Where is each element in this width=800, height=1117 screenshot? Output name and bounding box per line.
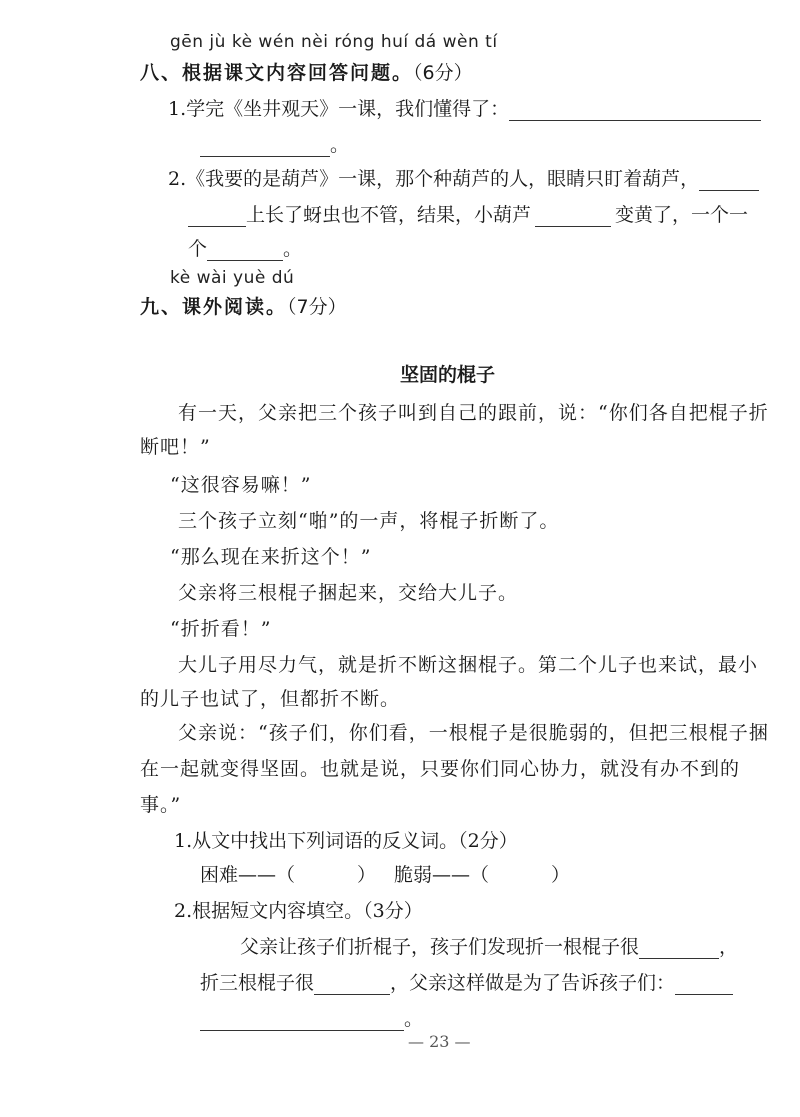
story-title: 坚固的棍子 — [400, 364, 496, 386]
s8-q1-line2 — [200, 130, 349, 157]
ex-q2-line2b: ，父亲这样做是为了告诉孩子们： — [390, 972, 676, 994]
section9-pinyin: kè wài yuè dú — [170, 268, 295, 288]
ex-q2-blank-2[interactable] — [314, 974, 390, 995]
section8-pinyin: gēn jù kè wén nèi róng huí dá wèn tí — [170, 32, 498, 52]
story-para-5: 父亲将三根棍子捆起来，交给大儿子。 — [178, 582, 519, 604]
story-para-1b: 断吧！” — [140, 436, 211, 458]
section8-heading — [140, 58, 473, 85]
ex-q1-b: 脆弱——（ — [394, 864, 490, 886]
section8-points: （6分） — [413, 62, 473, 84]
story-para-8b: 在一起就变得坚固。也就是说，只要你们同心协力，就没有办不到的 — [140, 758, 741, 780]
ex-q2-line2a: 折三根棍子很 — [200, 972, 315, 994]
story-para-6: “折折看！” — [170, 618, 272, 640]
story-para-8c: 事。” — [140, 794, 182, 816]
s8-q2-line3 — [188, 234, 302, 261]
s8-q2-line1 — [168, 164, 759, 191]
s8-q2-blank-1[interactable] — [699, 170, 759, 191]
ex-q1-a: 困难——（ — [200, 864, 296, 886]
ex-q1-a-end: ） — [357, 864, 377, 886]
ex-q2-line1a: 父亲让孩子们折棍子，孩子们发现折一根棍子很 — [240, 936, 640, 958]
s8-q2-blank-3[interactable] — [535, 206, 611, 227]
s8-q1-end: 。 — [330, 134, 350, 156]
ex-q2-text: 2.根据短文内容填空。（3分） — [174, 900, 423, 922]
ex-q2-line3 — [200, 1004, 423, 1031]
s8-q1-text: 1.学完《坐井观天》一课，我们懂得了： — [168, 98, 510, 120]
s8-q2-text: 2.《我要的是葫芦》一课，那个种葫芦的人，眼睛只盯着葫芦， — [168, 168, 700, 190]
s8-q2-blank-4[interactable] — [207, 240, 283, 261]
page-number: — 23 — — [408, 1032, 471, 1051]
story-para-7b: 的儿子也试了，但都折不断。 — [140, 688, 401, 710]
ex-q1-text: 1.从文中找出下列词语的反义词。（2分） — [174, 830, 518, 852]
story-para-1a: 有一天，父亲把三个孩子叫到自己的跟前，说：“你们各自把棍子折 — [178, 402, 769, 424]
ex-q2-line3b: 。 — [404, 1008, 424, 1030]
ex-q2-blank-3[interactable] — [675, 974, 733, 995]
story-para-3: 三个孩子立刻“啪”的一声，将棍子折断了。 — [178, 510, 560, 532]
s8-q1-blank-1[interactable] — [509, 100, 761, 121]
story-para-7a: 大儿子用尽力气，就是折不断这捆棍子。第二个儿子也来试，最小 — [178, 654, 759, 676]
ex-q2-line2 — [200, 968, 733, 995]
s8-q2-blank-2[interactable] — [188, 206, 246, 227]
s8-q2-line3a: 个 — [188, 238, 208, 260]
s8-q1-blank-2[interactable] — [200, 136, 330, 157]
section8-heading-text: 八、根据课文内容回答问题。 — [140, 62, 414, 84]
s8-q2-line3b: 。 — [283, 238, 303, 260]
s8-q1-line1 — [168, 94, 761, 121]
ex-q2-line1b: ， — [719, 936, 739, 958]
ex-q1-b-end: ） — [551, 864, 571, 886]
s8-q2-line2a: 上长了蚜虫也不管，结果，小葫芦 — [246, 204, 532, 226]
ex-q2-blank-4[interactable] — [200, 1010, 404, 1031]
s8-q2-line2 — [188, 200, 748, 227]
section9-heading — [140, 292, 347, 319]
story-para-8a: 父亲说：“孩子们，你们看，一根棍子是很脆弱的，但把三根棍子捆 — [178, 722, 769, 744]
section9-heading-text: 九、课外阅读。 — [140, 296, 288, 318]
ex-q1-answers — [200, 860, 570, 887]
section9-points: （7分） — [287, 296, 347, 318]
ex-q2-blank-1[interactable] — [639, 938, 719, 959]
s8-q2-line2b: 变黄了，一个一 — [615, 204, 749, 226]
story-para-4: “那么现在来折这个！” — [170, 546, 372, 568]
story-para-2: “这很容易嘛！” — [170, 474, 312, 496]
ex-q2-line1 — [240, 932, 738, 959]
